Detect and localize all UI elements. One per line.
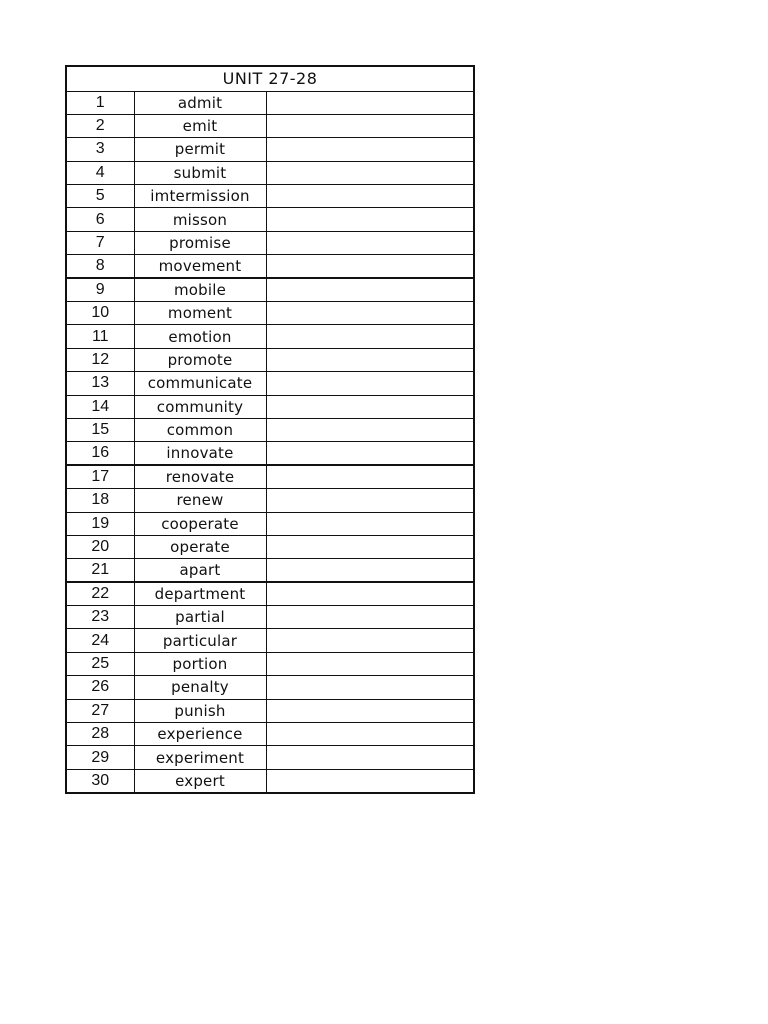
vocab-word: portion xyxy=(134,652,266,675)
table-row xyxy=(66,769,474,792)
vocab-word: renew xyxy=(134,489,266,512)
answer-cell[interactable] xyxy=(266,559,474,582)
table-row xyxy=(66,535,474,558)
vocab-word: emit xyxy=(134,114,266,137)
table-row xyxy=(66,208,474,231)
table-row xyxy=(66,161,474,184)
vocabulary-worksheet xyxy=(65,65,473,794)
table-row xyxy=(66,255,474,278)
table-row xyxy=(66,746,474,769)
table-row xyxy=(66,723,474,746)
answer-cell[interactable] xyxy=(266,255,474,278)
vocab-word: promise xyxy=(134,231,266,254)
table-row xyxy=(66,231,474,254)
vocab-word: operate xyxy=(134,535,266,558)
vocab-word: penalty xyxy=(134,676,266,699)
table-row xyxy=(66,185,474,208)
answer-cell[interactable] xyxy=(266,138,474,161)
table-row xyxy=(66,629,474,652)
table-row xyxy=(66,302,474,325)
table-row xyxy=(66,699,474,722)
vocab-word: common xyxy=(134,418,266,441)
row-number: 19 xyxy=(66,512,134,535)
vocab-word: experiment xyxy=(134,746,266,769)
vocab-word: apart xyxy=(134,559,266,582)
vocab-word: punish xyxy=(134,699,266,722)
vocab-word: promote xyxy=(134,348,266,371)
vocab-word: department xyxy=(134,582,266,605)
answer-cell[interactable] xyxy=(266,114,474,137)
vocab-word: imtermission xyxy=(134,185,266,208)
vocab-word: renovate xyxy=(134,465,266,488)
row-number: 27 xyxy=(66,699,134,722)
answer-cell[interactable] xyxy=(266,418,474,441)
vocab-word: mobile xyxy=(134,278,266,301)
row-number: 12 xyxy=(66,348,134,371)
row-number: 7 xyxy=(66,231,134,254)
vocab-word: experience xyxy=(134,723,266,746)
answer-cell[interactable] xyxy=(266,652,474,675)
table-row xyxy=(66,442,474,465)
answer-cell[interactable] xyxy=(266,278,474,301)
row-number: 21 xyxy=(66,559,134,582)
answer-cell[interactable] xyxy=(266,512,474,535)
answer-cell[interactable] xyxy=(266,185,474,208)
row-number: 16 xyxy=(66,442,134,465)
table-row xyxy=(66,489,474,512)
answer-cell[interactable] xyxy=(266,535,474,558)
row-number: 9 xyxy=(66,278,134,301)
table-row xyxy=(66,395,474,418)
table-row xyxy=(66,114,474,137)
table-row xyxy=(66,138,474,161)
vocab-word: particular xyxy=(134,629,266,652)
table-header-row xyxy=(66,66,474,91)
answer-cell[interactable] xyxy=(266,302,474,325)
table-row xyxy=(66,348,474,371)
answer-cell[interactable] xyxy=(266,161,474,184)
row-number: 6 xyxy=(66,208,134,231)
vocab-word: movement xyxy=(134,255,266,278)
unit-title: UNIT 27-28 xyxy=(66,66,474,91)
row-number: 17 xyxy=(66,465,134,488)
row-number: 15 xyxy=(66,418,134,441)
row-number: 13 xyxy=(66,372,134,395)
row-number: 10 xyxy=(66,302,134,325)
row-number: 11 xyxy=(66,325,134,348)
answer-cell[interactable] xyxy=(266,325,474,348)
vocab-word: moment xyxy=(134,302,266,325)
table-row xyxy=(66,606,474,629)
answer-cell[interactable] xyxy=(266,676,474,699)
row-number: 24 xyxy=(66,629,134,652)
answer-cell[interactable] xyxy=(266,231,474,254)
table-row xyxy=(66,372,474,395)
row-number: 22 xyxy=(66,582,134,605)
vocab-word: partial xyxy=(134,606,266,629)
row-number: 23 xyxy=(66,606,134,629)
answer-cell[interactable] xyxy=(266,465,474,488)
table-row xyxy=(66,512,474,535)
table-row xyxy=(66,465,474,488)
vocab-word: permit xyxy=(134,138,266,161)
answer-cell[interactable] xyxy=(266,442,474,465)
answer-cell[interactable] xyxy=(266,91,474,114)
answer-cell[interactable] xyxy=(266,606,474,629)
row-number: 1 xyxy=(66,91,134,114)
answer-cell[interactable] xyxy=(266,348,474,371)
vocab-word: emotion xyxy=(134,325,266,348)
answer-cell[interactable] xyxy=(266,582,474,605)
vocab-word: communicate xyxy=(134,372,266,395)
answer-cell[interactable] xyxy=(266,699,474,722)
table-row xyxy=(66,559,474,582)
vocab-word: expert xyxy=(134,769,266,792)
row-number: 26 xyxy=(66,676,134,699)
table-row xyxy=(66,418,474,441)
row-number: 25 xyxy=(66,652,134,675)
row-number: 8 xyxy=(66,255,134,278)
answer-cell[interactable] xyxy=(266,489,474,512)
vocab-word: innovate xyxy=(134,442,266,465)
row-number: 28 xyxy=(66,723,134,746)
answer-cell[interactable] xyxy=(266,208,474,231)
answer-cell[interactable] xyxy=(266,372,474,395)
row-number: 2 xyxy=(66,114,134,137)
table-row xyxy=(66,278,474,301)
vocab-word: misson xyxy=(134,208,266,231)
vocab-word: community xyxy=(134,395,266,418)
row-number: 14 xyxy=(66,395,134,418)
row-number: 3 xyxy=(66,138,134,161)
answer-cell[interactable] xyxy=(266,395,474,418)
table-row xyxy=(66,582,474,605)
word-rows xyxy=(66,91,474,793)
answer-cell[interactable] xyxy=(266,769,474,792)
table-row xyxy=(66,676,474,699)
vocab-word: submit xyxy=(134,161,266,184)
table-row xyxy=(66,91,474,114)
vocabulary-table xyxy=(65,65,475,794)
table-row xyxy=(66,325,474,348)
vocab-word: cooperate xyxy=(134,512,266,535)
row-number: 4 xyxy=(66,161,134,184)
row-number: 30 xyxy=(66,769,134,792)
row-number: 5 xyxy=(66,185,134,208)
answer-cell[interactable] xyxy=(266,629,474,652)
vocab-word: admit xyxy=(134,91,266,114)
row-number: 20 xyxy=(66,535,134,558)
row-number: 18 xyxy=(66,489,134,512)
table-row xyxy=(66,652,474,675)
answer-cell[interactable] xyxy=(266,723,474,746)
row-number: 29 xyxy=(66,746,134,769)
answer-cell[interactable] xyxy=(266,746,474,769)
